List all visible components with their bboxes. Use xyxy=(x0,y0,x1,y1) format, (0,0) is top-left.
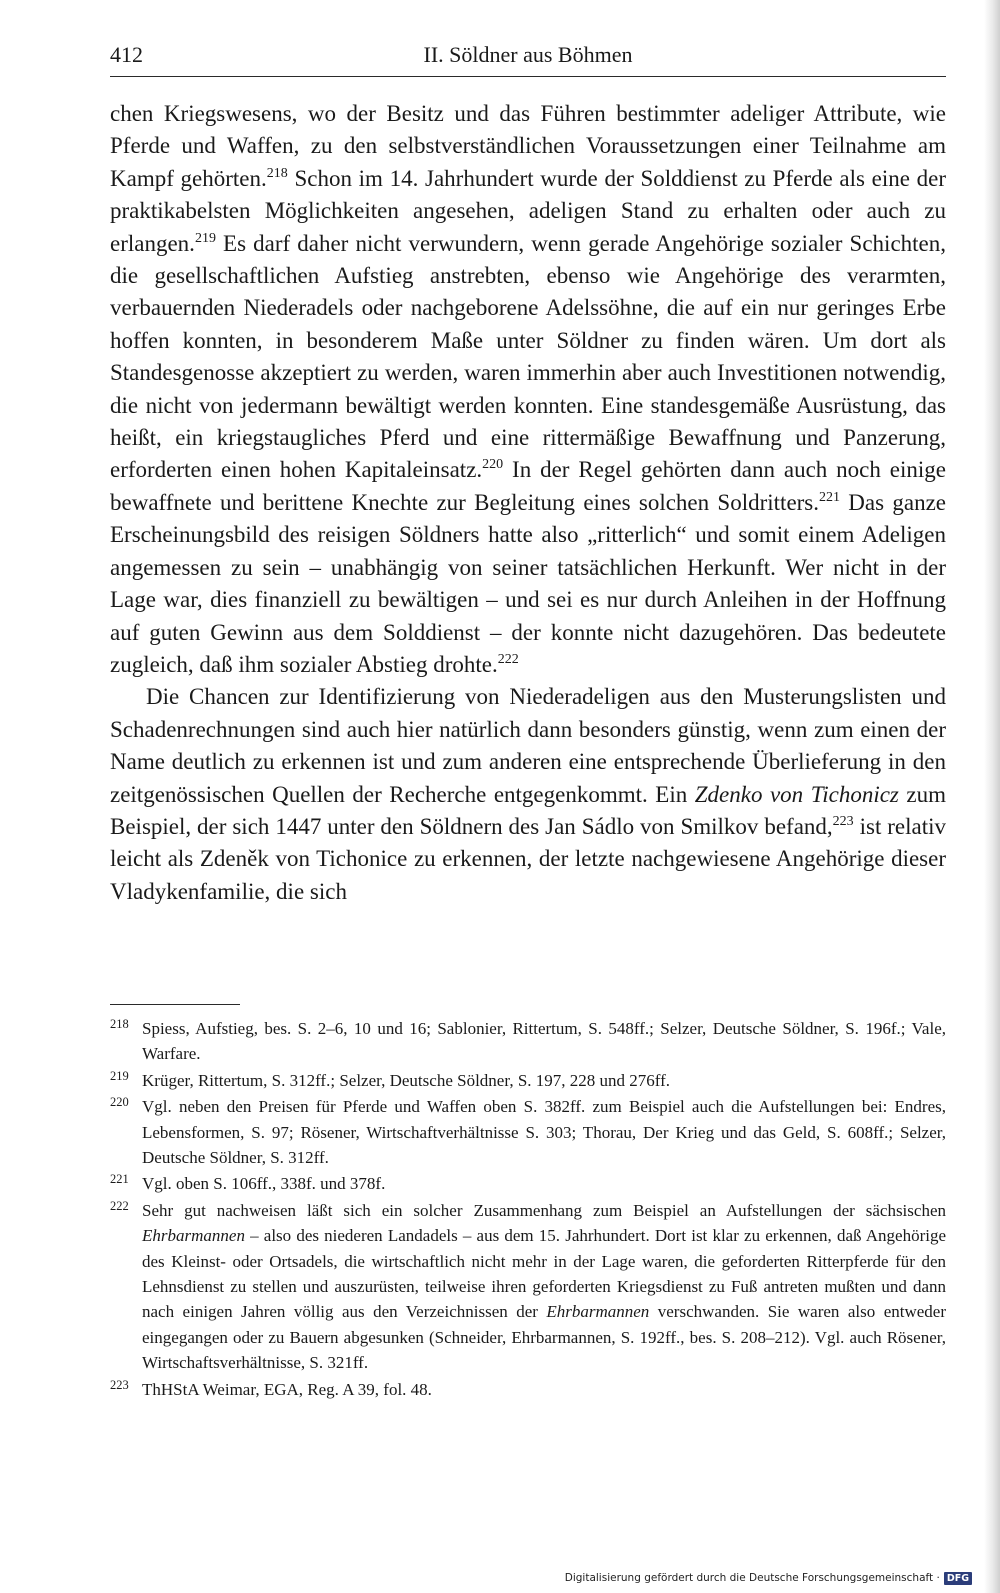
paragraph-2-text: Die Chancen zur Identifizierung von Niederadeligen aus den Musterungslisten und Schadenrechnungen sind auch hier natürlich dann besonders günstig, wenn zum einen der Name deutlich zu erkennen ist und zum anderen eine entsprechende Überlieferung in den zeitgenössischen Quellen der Recherche entgegenkommt. Ein xyxy=(110,684,946,807)
running-head: II. Söldner aus Böhmen xyxy=(423,42,633,67)
footnote-text xyxy=(142,1201,946,1372)
footnote-223 xyxy=(110,1377,946,1402)
digitization-notice xyxy=(565,1571,972,1585)
digitization-notice-text: Digitalisierung gefördert durch die Deutsche Forschungsgemeinschaft · xyxy=(564,1572,940,1584)
paragraph-1-text: Schon im 14. Jahrhundert wurde der Solddienst zu Pferde als eine der praktikabelsten Möglichkeiten angesehen, adeligen Stand zu erhalten oder auch zu erlangen. xyxy=(110,165,946,256)
footnote-number: 219 xyxy=(110,1068,129,1083)
footnote-rule xyxy=(110,1004,240,1005)
footnote-text: ThHStA Weimar, EGA, Reg. A 39, fol. 48. xyxy=(142,1379,432,1399)
footnote-ref-223[interactable]: 223 xyxy=(832,813,854,829)
paragraph-1 xyxy=(110,98,946,681)
footnote-218 xyxy=(110,1016,946,1067)
footnote-text-part: verschwanden. Sie waren also entweder eingegangen oder zu Bauern abgesunken (Schneider, Ehrbarmannen, S. 192ff., bes. S. 208–212). Vgl. auch Rösener, Wirtschaftsverhältnisse, S. 321ff. xyxy=(142,1302,946,1373)
footnote-number: 222 xyxy=(110,1198,129,1213)
page-header xyxy=(110,40,946,74)
footnote-ref-220[interactable]: 220 xyxy=(482,457,504,473)
page-edge-shadow xyxy=(984,0,1000,1593)
footnote-text: Vgl. oben S. 106ff., 338f. und 378f. xyxy=(142,1174,386,1194)
paragraph-2 xyxy=(110,681,946,908)
paragraph-2-text: zum Beispiel, der sich 1447 unter den Söldnern des Jan Sádlo von Smilkov befand, xyxy=(110,781,946,839)
footnote-220 xyxy=(110,1094,946,1170)
footnote-ref-222[interactable]: 222 xyxy=(497,651,519,667)
footnote-number: 220 xyxy=(110,1095,129,1110)
footnote-text-part: – also des niederen Landadels – aus dem 15. Jahrhundert. Dort ist klar zu erkennen, daß Angehörige des Kleinst- oder Ortsadels, die wirtschaftlich nicht mehr in der Lage waren, die geforderten Ritterpferde für den Lehnsdienst zu stellen und auszurüsten, teilweise ihren geforderten Kriegsdienst zu Fuß antreten mußten und dann nach einigen Jahren völlig aus den Verzeichnissen der xyxy=(142,1226,946,1322)
paragraph-1-text: In der Regel gehörten dann auch noch einige bewaffnete und berittene Knechte zur Begleitung eines solchen Soldritters. xyxy=(110,457,946,515)
footnote-222 xyxy=(110,1198,946,1376)
paragraph-1-text: chen Kriegswesens, wo der Besitz und das Führen bestimmter adeliger Attribute, wie Pferde und Waffen, zu den selbstverständlichen Voraussetzungen einer Teilnahme am Kampf gehörten. xyxy=(110,101,946,191)
footnote-219 xyxy=(110,1068,946,1093)
footnote-number: 218 xyxy=(110,1017,129,1031)
italic-name: Zdenko von Tichonicz xyxy=(694,781,899,807)
italic-term: Ehrbarmannen xyxy=(546,1302,650,1322)
paragraph-1-text: Es darf daher nicht verwundern, wenn gerade Angehörige sozialer Schichten, die gesellschaftlichen Aufstieg anstrebten, ebenso wie Angehörige des verarmten, verbauernden Niederadels oder nachgeborene Adelssöhne, die auf ein nur geringes Erbe hoffen konnten, in besonderem Maße unter Söldner zu finden wären. Um dort als Standesgenosse akzeptiert zu werden, waren immerhin aber auch Investitionen notwendig, die nicht von jedermann bewältigt werden konnten. Eine standesgemäße Ausrüstung, das heißt, ein kriegstaugliches Pferd und eine rittermäßige Bewaffnung und Panzerung, erforderten einen hohen Kapitaleinsatz. xyxy=(110,230,946,483)
footnote-number: 221 xyxy=(110,1172,129,1187)
footnote-number: 223 xyxy=(110,1377,129,1392)
footnote-221 xyxy=(110,1171,946,1196)
paragraph-2-text: ist relativ leicht als Zdeněk von Tichonice zu erkennen, der letzte nachgewiesene Angehörige dieser Vladykenfamilie, die sich xyxy=(110,813,946,904)
italic-term: Ehrbarmannen xyxy=(142,1226,245,1246)
footnote-text: Spiess, Aufstieg, bes. S. 2–6, 10 und 16; Sablonier, Rittertum, S. 548ff.; Selzer, Deutsche Söldner, S. 196f.; Vale, Warfare. xyxy=(142,1019,946,1064)
footnote-text: Vgl. neben den Preisen für Pferde und Waffen oben S. 382ff. zum Beispiel auch die Aufstellungen bei: Endres, Lebensformen, S. 97; Rösener, Wirtschaftverhältnisse S. 303; Thorau, Der Krieg und das Geld, S. 608ff.; Selzer, Deutsche Söldner, S. 312ff. xyxy=(142,1097,946,1168)
paragraph-1-text: Das ganze Erscheinungsbild des reisigen Söldners hatte also „ritterlich“ und somit einem Adeligen angemessen zu sein – unabhängig von seiner tatsächlichen Herkunft. Wer nicht in der Lage war, dies finanziell zu bewältigen – und sei es nur durch Anleihen in der Hoffnung auf guten Gewinn aus dem Solddienst – der konnte nicht dazugehören. Das bedeutete zugleich, daß ihm sozialer Abstieg drohte. xyxy=(110,489,946,677)
footnote-ref-219[interactable]: 219 xyxy=(194,230,216,246)
dfg-logo: DFG xyxy=(944,1572,972,1585)
footnotes xyxy=(110,1016,946,1403)
page-number: 412 xyxy=(110,42,143,67)
header-rule xyxy=(110,76,946,77)
footnote-ref-218[interactable]: 218 xyxy=(266,165,288,181)
footnote-ref-221[interactable]: 221 xyxy=(819,489,841,505)
footnote-text-part: Sehr gut nachweisen läßt sich ein solcher Zusammenhang zum Beispiel an Aufstellungen der sächsischen xyxy=(142,1200,946,1220)
footnote-text: Krüger, Rittertum, S. 312ff.; Selzer, Deutsche Söldner, S. 197, 228 und 276ff. xyxy=(142,1070,671,1090)
body-text xyxy=(110,98,946,908)
